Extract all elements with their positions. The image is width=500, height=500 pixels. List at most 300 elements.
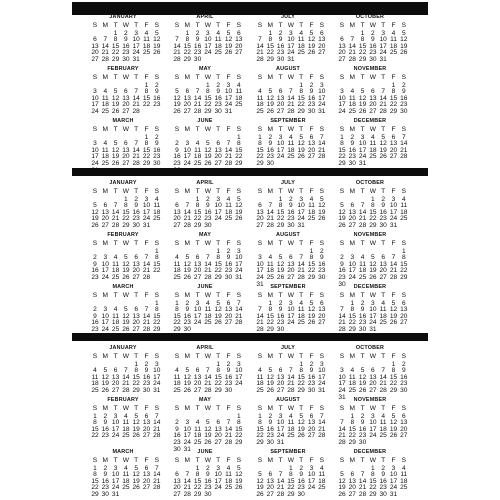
day-number: 12 <box>111 94 120 102</box>
day-number: 22 <box>307 267 316 275</box>
day-number: 7 <box>185 471 190 479</box>
weekday-label: F <box>144 22 149 29</box>
day-number: 15 <box>287 477 295 485</box>
day-number: 16 <box>400 94 408 102</box>
day-number: 19 <box>379 146 387 154</box>
day-number: 3 <box>144 195 149 203</box>
day-number: 11 <box>308 202 315 210</box>
day-number: 17 <box>338 380 346 388</box>
day-number: 19 <box>389 312 398 320</box>
day-number: 2 <box>175 419 179 427</box>
day-number: 28 <box>224 159 233 167</box>
day-number: 14 <box>132 146 140 154</box>
day-number: 13 <box>256 208 264 216</box>
day-number: 5 <box>340 202 344 210</box>
month-name: AUGUST <box>276 232 300 238</box>
day-number: 10 <box>348 260 356 268</box>
day-number: 14 <box>266 208 274 216</box>
day-number: 23 <box>224 267 233 275</box>
weekday-label: S <box>257 22 263 29</box>
day-number: 19 <box>122 267 130 275</box>
day-number: 6 <box>258 202 262 210</box>
day-number: 8 <box>93 471 97 479</box>
day-number: 25 <box>400 484 408 492</box>
day-number: 16 <box>266 146 274 154</box>
day-number: 7 <box>258 306 262 314</box>
day-number: 23 <box>224 380 233 388</box>
day-number: 15 <box>348 312 356 320</box>
day-number: 29 <box>193 490 202 498</box>
day-number: 16 <box>91 319 99 327</box>
day-number: 18 <box>204 312 212 320</box>
day-number: 24 <box>142 215 151 223</box>
day-number: 27 <box>276 107 285 115</box>
day-number: 25 <box>358 273 367 281</box>
day-number: 5 <box>216 299 221 307</box>
day-number: 18 <box>111 319 120 327</box>
day-number: 12 <box>379 140 387 148</box>
day-number: 28 <box>338 325 346 333</box>
day-number: 4 <box>381 412 386 420</box>
day-number: 21 <box>358 484 367 492</box>
day-number: 8 <box>278 202 283 210</box>
day-number: 14 <box>204 373 212 381</box>
day-number: 19 <box>318 208 326 216</box>
day-number: 18 <box>111 267 120 275</box>
day-number: 22 <box>193 215 202 223</box>
day-number: 26 <box>111 107 120 115</box>
day-number: 16 <box>101 425 109 433</box>
day-number: 1 <box>258 133 262 141</box>
day-number: 28 <box>358 221 367 229</box>
day-number: 7 <box>289 88 293 96</box>
day-number: 20 <box>276 101 285 109</box>
day-number: 6 <box>371 367 375 375</box>
day-number: 20 <box>318 312 326 320</box>
day-number: 11 <box>318 471 326 479</box>
day-number: 27 <box>111 386 120 394</box>
day-number: 27 <box>224 319 233 327</box>
day-number: 31 <box>389 221 398 229</box>
weekday-label: T <box>299 188 304 195</box>
day-number: 2 <box>381 195 386 203</box>
day-number: 27 <box>173 490 181 498</box>
weekday-label: M <box>267 240 274 247</box>
day-number: 28 <box>142 273 151 281</box>
weekday-label: T <box>113 240 118 247</box>
day-number: 3 <box>278 412 283 420</box>
day-number: 18 <box>297 42 305 50</box>
weekday-label: T <box>299 457 304 464</box>
day-number: 1 <box>144 133 149 141</box>
weekday-label: M <box>184 353 191 360</box>
day-number: 3 <box>206 29 210 37</box>
day-number: 6 <box>350 202 355 210</box>
weekday-label: T <box>381 188 386 195</box>
weekday-label: S <box>236 188 241 195</box>
day-number: 23 <box>338 273 346 281</box>
day-number: 11 <box>173 373 181 381</box>
day-number: 10 <box>101 260 109 268</box>
weekday-label: F <box>391 240 396 247</box>
day-number: 21 <box>338 432 346 440</box>
day-number: 25 <box>400 215 408 223</box>
day-number: 18 <box>348 101 356 109</box>
day-number: 7 <box>258 36 262 44</box>
weekday-label: S <box>92 188 98 195</box>
weekday-label: T <box>360 292 365 299</box>
weekday-label: F <box>226 240 231 247</box>
day-number: 11 <box>91 373 99 381</box>
day-number: 4 <box>236 81 241 89</box>
day-number: 29 <box>389 107 398 115</box>
day-number: 16 <box>224 373 233 381</box>
day-number: 24 <box>132 49 140 57</box>
day-number: 15 <box>235 146 243 154</box>
day-number: 17 <box>379 42 387 50</box>
day-number: 5 <box>278 254 283 262</box>
weekday-label: T <box>216 353 221 360</box>
day-number: 7 <box>134 88 139 96</box>
day-number: 17 <box>235 260 243 268</box>
day-number: 29 <box>214 273 222 281</box>
weekday-label: S <box>339 126 345 133</box>
day-number: 12 <box>235 471 243 479</box>
weekday-label: W <box>287 74 294 81</box>
day-number: 26 <box>318 215 326 223</box>
day-number: 10 <box>91 94 99 102</box>
day-number: 9 <box>268 140 273 148</box>
day-number: 1 <box>185 29 190 37</box>
day-number: 5 <box>360 367 365 375</box>
day-number: 30 <box>400 386 408 394</box>
day-number: 27 <box>318 319 326 327</box>
weekday-label: F <box>144 353 149 360</box>
day-number: 9 <box>381 202 386 210</box>
day-number: 15 <box>142 94 151 102</box>
day-number: 23 <box>91 325 99 333</box>
weekday-label: F <box>309 240 314 247</box>
day-number: 24 <box>369 432 377 440</box>
weekday-label: T <box>113 353 118 360</box>
day-number: 29 <box>400 273 408 281</box>
day-number: 8 <box>391 367 396 375</box>
day-number: 24 <box>379 49 387 57</box>
day-number: 20 <box>101 215 109 223</box>
weekday-label: W <box>287 457 294 464</box>
day-number: 28 <box>183 490 191 498</box>
day-number: 18 <box>400 208 408 216</box>
day-number: 9 <box>124 36 128 44</box>
day-number: 2 <box>175 140 179 148</box>
weekday-label: F <box>226 457 231 464</box>
day-number: 16 <box>132 208 140 216</box>
day-number: 12 <box>224 36 233 44</box>
day-number: 7 <box>144 306 149 314</box>
day-number: 21 <box>287 380 295 388</box>
weekday-label: M <box>184 188 191 195</box>
month-name: SEPTEMBER <box>270 284 306 290</box>
day-number: 22 <box>132 380 140 388</box>
day-number: 26 <box>183 273 191 281</box>
day-number: 20 <box>173 484 181 492</box>
day-number: 22 <box>256 432 264 440</box>
weekday-label: W <box>204 188 211 195</box>
weekday-label: W <box>204 240 211 247</box>
day-number: 22 <box>153 267 161 275</box>
day-number: 13 <box>369 94 377 102</box>
weekday-label: T <box>113 188 118 195</box>
day-number: 5 <box>391 299 396 307</box>
day-number: 26 <box>204 438 212 446</box>
day-number: 27 <box>348 490 356 498</box>
day-number: 20 <box>214 153 222 161</box>
day-number: 10 <box>111 419 120 427</box>
day-number: 10 <box>338 94 346 102</box>
weekday-label: W <box>122 188 129 195</box>
day-number: 12 <box>204 146 212 154</box>
day-number: 31 <box>338 393 346 401</box>
day-number: 25 <box>111 273 120 281</box>
day-number: 27 <box>348 221 356 229</box>
day-number: 31 <box>235 273 243 281</box>
day-number: 26 <box>153 49 161 57</box>
day-number: 31 <box>183 445 191 453</box>
month-name: SEPTEMBER <box>270 449 306 455</box>
day-number: 30 <box>224 386 233 394</box>
weekday-label: S <box>401 353 406 360</box>
day-number: 29 <box>214 386 222 394</box>
day-number: 9 <box>309 88 314 96</box>
day-number: 25 <box>287 153 295 161</box>
day-number: 27 <box>142 484 151 492</box>
day-number: 12 <box>183 260 191 268</box>
day-number: 24 <box>214 215 222 223</box>
day-number: 13 <box>369 373 377 381</box>
day-number: 17 <box>132 42 140 50</box>
weekday-label: S <box>319 353 324 360</box>
month-name: APRIL <box>196 345 214 351</box>
day-number: 29 <box>297 386 305 394</box>
day-number: 4 <box>93 367 97 375</box>
day-number: 12 <box>307 36 316 44</box>
day-number: 1 <box>299 81 304 89</box>
month-name: FEBRUARY <box>107 66 139 72</box>
day-number: 17 <box>318 373 326 381</box>
day-number: 12 <box>132 419 140 427</box>
weekday-label: T <box>360 22 365 29</box>
day-number: 18 <box>358 267 367 275</box>
day-number: 13 <box>91 42 99 50</box>
day-number: 7 <box>175 36 179 44</box>
weekday-label: S <box>339 405 345 412</box>
weekday-label: T <box>299 240 304 247</box>
day-number: 3 <box>258 254 262 262</box>
day-number: 15 <box>348 425 356 433</box>
weekday-label: T <box>134 188 139 195</box>
day-number: 13 <box>193 373 202 381</box>
weekday-label: W <box>122 126 129 133</box>
weekday-label: T <box>278 126 283 133</box>
day-number: 7 <box>319 133 324 141</box>
day-number: 24 <box>338 107 346 115</box>
day-number: 30 <box>91 332 99 340</box>
weekday-label: M <box>267 353 274 360</box>
day-number: 27 <box>91 55 99 63</box>
day-number: 29 <box>173 325 181 333</box>
day-number: 30 <box>379 221 387 229</box>
weekday-label: M <box>349 405 356 412</box>
weekday-label: T <box>278 240 283 247</box>
day-number: 17 <box>224 94 233 102</box>
day-number: 18 <box>101 153 109 161</box>
day-number: 13 <box>307 419 316 427</box>
day-number: 1 <box>93 464 97 472</box>
day-number: 27 <box>266 490 274 498</box>
day-number: 7 <box>206 254 210 262</box>
weekday-label: M <box>184 457 191 464</box>
weekday-label: S <box>339 22 345 29</box>
weekday-label: T <box>195 457 200 464</box>
day-number: 23 <box>400 101 408 109</box>
weekday-label: S <box>319 74 324 81</box>
day-number: 5 <box>309 299 314 307</box>
day-number: 8 <box>144 140 149 148</box>
day-number: 11 <box>369 140 377 148</box>
day-number: 9 <box>103 471 108 479</box>
weekday-label: T <box>113 457 118 464</box>
day-number: 30 <box>153 159 161 167</box>
day-number: 23 <box>142 380 151 388</box>
weekday-label: S <box>257 457 263 464</box>
day-number: 8 <box>154 254 159 262</box>
weekday-label: T <box>113 126 118 133</box>
day-number: 4 <box>144 29 149 37</box>
day-number: 20 <box>307 146 316 154</box>
day-number: 19 <box>369 267 377 275</box>
day-number: 22 <box>183 49 191 57</box>
day-number: 2 <box>195 29 200 37</box>
weekday-label: M <box>102 457 109 464</box>
weekday-label: S <box>319 188 324 195</box>
day-number: 10 <box>369 419 377 427</box>
day-number: 27 <box>193 386 202 394</box>
weekday-label: W <box>204 353 211 360</box>
day-number: 18 <box>379 425 387 433</box>
day-number: 17 <box>91 153 99 161</box>
day-number: 5 <box>319 195 324 203</box>
day-number: 12 <box>389 419 398 427</box>
weekday-label: T <box>381 292 386 299</box>
day-number: 15 <box>122 208 130 216</box>
day-number: 5 <box>185 254 190 262</box>
day-number: 4 <box>401 195 406 203</box>
day-number: 9 <box>175 425 179 433</box>
day-number: 7 <box>226 140 231 148</box>
weekday-label: S <box>154 188 159 195</box>
day-number: 12 <box>266 373 274 381</box>
day-number: 25 <box>318 484 326 492</box>
day-number: 26 <box>307 319 316 327</box>
day-number: 13 <box>266 477 274 485</box>
day-number: 19 <box>266 380 274 388</box>
day-number: 9 <box>340 260 344 268</box>
weekday-label: W <box>122 405 129 412</box>
day-number: 20 <box>318 42 326 50</box>
weekday-label: S <box>257 292 263 299</box>
day-number: 26 <box>389 319 398 327</box>
day-number: 18 <box>122 477 130 485</box>
day-number: 22 <box>235 153 243 161</box>
day-number: 21 <box>297 267 305 275</box>
day-number: 23 <box>101 484 109 492</box>
day-number: 6 <box>268 471 273 479</box>
day-number: 14 <box>276 477 285 485</box>
day-number: 16 <box>276 312 285 320</box>
day-number: 5 <box>236 464 241 472</box>
day-number: 9 <box>289 202 293 210</box>
day-number: 23 <box>173 438 181 446</box>
day-number: 21 <box>101 49 109 57</box>
day-number: 17 <box>153 373 161 381</box>
weekday-label: F <box>144 240 149 247</box>
weekday-label: M <box>102 405 109 412</box>
weekday-label: S <box>174 405 180 412</box>
day-number: 6 <box>175 471 179 479</box>
day-number: 12 <box>400 36 408 44</box>
day-number: 31 <box>224 107 233 115</box>
weekday-label: M <box>184 126 191 133</box>
day-number: 26 <box>400 49 408 57</box>
day-number: 11 <box>400 202 408 210</box>
month-name: MAY <box>198 66 212 72</box>
day-number: 16 <box>204 477 212 485</box>
day-number: 2 <box>154 81 159 89</box>
day-number: 13 <box>400 306 408 314</box>
day-number: 3 <box>113 464 118 472</box>
day-number: 21 <box>235 312 243 320</box>
day-number: 17 <box>389 208 398 216</box>
day-number: 14 <box>142 312 151 320</box>
day-number: 21 <box>287 101 295 109</box>
day-number: 5 <box>124 254 128 262</box>
day-number: 29 <box>348 325 356 333</box>
day-number: 19 <box>276 267 285 275</box>
day-number: 1 <box>236 412 241 420</box>
day-number: 14 <box>122 373 130 381</box>
day-number: 25 <box>348 107 356 115</box>
day-number: 16 <box>153 146 161 154</box>
day-number: 21 <box>338 319 346 327</box>
day-number: 26 <box>91 221 99 229</box>
day-number: 22 <box>111 49 120 57</box>
day-number: 20 <box>193 380 202 388</box>
day-number: 14 <box>287 373 295 381</box>
day-number: 14 <box>348 42 356 50</box>
day-number: 26 <box>183 386 191 394</box>
weekday-label: T <box>360 240 365 247</box>
day-number: 22 <box>204 101 212 109</box>
day-number: 6 <box>134 306 139 314</box>
day-number: 20 <box>91 49 99 57</box>
day-number: 18 <box>91 380 99 388</box>
day-number: 4 <box>319 464 324 472</box>
day-number: 20 <box>348 215 356 223</box>
day-number: 8 <box>175 306 179 314</box>
day-number: 15 <box>266 312 274 320</box>
day-number: 3 <box>381 29 386 37</box>
day-number: 26 <box>132 432 140 440</box>
